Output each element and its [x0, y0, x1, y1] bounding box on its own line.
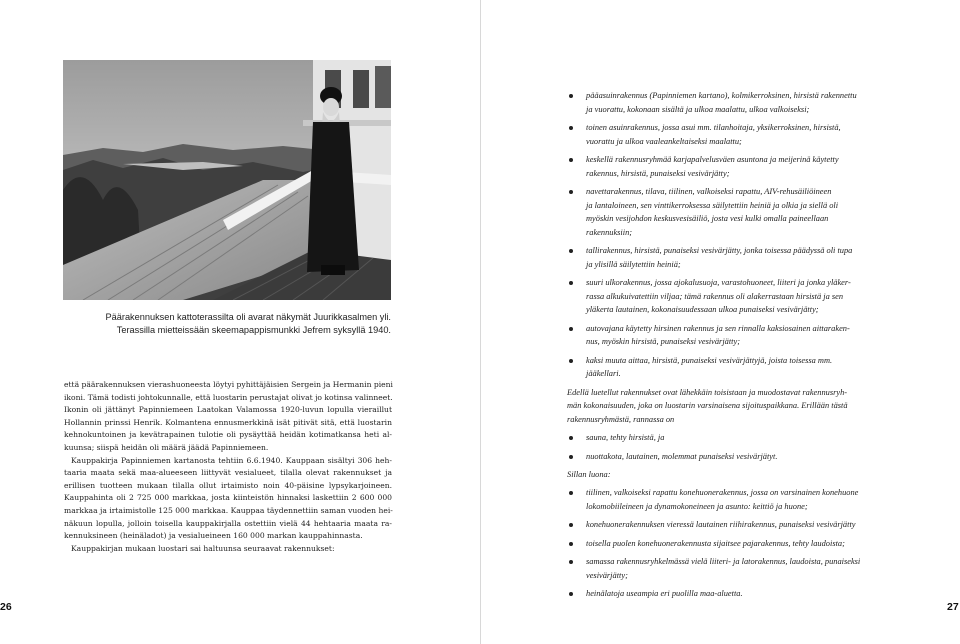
list-line: ja vuorattu, kokonaan sisältä ja ulkoa maalattu, ulkoa valkoiseksi; [586, 104, 810, 114]
list-item [567, 431, 893, 445]
photo-caption [60, 311, 391, 337]
text-line: Ikonin oli jättänyt Papinniemeen Laatokan Valamossa 1920-luvun lopulla vieraillut [64, 405, 392, 415]
list-line: nus, myöskin hirsistä, punaiseksi vesivärjätty; [586, 337, 740, 347]
text-line: Kauppakirja Papinniemen kartanosta tehtiin 6.6.1940. Kauppaan sisältyi 306 heh- [71, 455, 392, 465]
list-line: navettarakennus, tilava, tiilinen, valkoiseksi rapattu, AIV-rehusäiliöineen [586, 186, 832, 196]
list-item [567, 537, 893, 551]
text-line: Edellä luetellut rakennukset ovat lähekkäin toisistaan ja muodostavat rakennusryh- [567, 387, 848, 397]
text-line: kehnokuntoinen ja kevätrapainen tulotie oli pysäyttää heidän kotimatkansa heti al- [64, 430, 392, 440]
list-line: autovajana käytetty hirsinen rakennus ja sen rinnalla kaksiosainen aittaraken- [586, 323, 850, 333]
list-line: rakennuksiin; [586, 227, 633, 237]
list-item [567, 322, 893, 349]
right-body-text [567, 89, 893, 606]
shore-building-list [567, 431, 893, 463]
list-item [567, 587, 893, 601]
list-line: ja ylisillä säilytettiin heiniä; [586, 259, 681, 269]
text-line: Kauppahinta oli 2 725 000 markkaa, josta kiinteistön hinnaksi laskettiin 2 600 000 [64, 493, 392, 503]
text-line: män kokonaisuuden, joka on luostarin varsinaisena sijoituspaikkana. Erillään tästä [567, 401, 848, 411]
text-line: Hollannin prinssi Henrik. Kolmantena ennusmerkkinä isät pitivät sitä, että luostarin [64, 417, 392, 427]
paragraph [567, 386, 893, 427]
list-line: vesivärjätty; [586, 570, 628, 580]
monk-on-terrace-photo [63, 60, 391, 300]
list-line: rakennus, hirsistä, punaiseksi vesivärjätty; [586, 168, 730, 178]
text-line: Kauppakirjan mukaan luostari sai haltuunsa seuraavat rakennukset: [71, 543, 335, 553]
page-number-left: 26 [0, 601, 12, 613]
text-line: erillisen tuotteen mukaan tilalla ollut irtaimisto noin 40-päisine lypsykarjoineen. [64, 480, 392, 490]
list-line: keskellä rakennusryhmää karjapalvelusväen asuntona ja meijerinä käytetty [586, 154, 839, 164]
list-line: kaksi muuta aittaa, hirsistä, punaiseksi vesivärjättyjä, joista toisessa mm. [586, 355, 833, 365]
text-line: että päärakennuksen vierashuoneesta löytyi pyhittäjäisien Sergein ja Hermanin pieni [64, 380, 393, 389]
list-item [567, 555, 893, 582]
bridge-building-list [567, 486, 893, 600]
photo-illustration [63, 60, 391, 300]
list-line: nuottakota, lautainen, molemmat punaiseksi vesivärjätyt. [586, 451, 778, 461]
caption-line: Terassilla mietteissään skeemapappismunkki Jefrem syksyllä 1940. [116, 325, 391, 335]
list-line: jääkellari. [586, 369, 621, 379]
list-item [567, 185, 893, 239]
list-line: ja lantaloineen, sen vinttikerroksessa säilytettiin heiniä ja olkia ja siellä oli [586, 200, 839, 210]
page-number-right: 27 [947, 601, 959, 613]
building-list [567, 89, 893, 381]
text-line: kuunsa; siispä heidän oli määrä jäädä Papinniemeen. [64, 442, 269, 452]
list-item [567, 89, 893, 116]
list-line: myöskin vesijohdon keskusvesisäiliö, josta vesi kulki omalla paineellaan [586, 214, 829, 224]
list-line: yläkerta lautainen, kokonaisuudessaan ulkoa punaiseksi vesivärjätty; [586, 305, 819, 315]
list-line: tallirakennus, hirsistä, punaiseksi vesivärjätty, jonka toisessa päädyssä oli tupa [586, 246, 853, 256]
list-line: lokomobiileineen ja dynamokoneineen ja asunto: keittiö ja huone; [586, 502, 808, 511]
list-item [567, 486, 893, 513]
text-line: kennuksineen (heinäladot) ja vesialueineen 160 000 markan kauppahinnasta. [64, 531, 363, 541]
left-body-text [64, 379, 392, 555]
list-item [567, 153, 893, 180]
list-line: konehuonerakennuksen vieressä lautainen riihirakennus, punaiseksi vesivärjätty [586, 520, 856, 530]
text-line: Sillan luona: [567, 470, 611, 480]
text-line: ikoni. Tämä todisti johtokunnalle, että luostarin perustajat olivat jo kotinsa valinneet. [64, 392, 393, 402]
list-line: rassa alkukuivatettiin viljaa; tämä rakennus oli alakerrastaan hirsistä ja sen [586, 291, 844, 301]
list-line: toinen asuinrakennus, jossa asui mm. tilanhoitaja, yksikerroksinen, hirsistä, [586, 122, 841, 132]
text-line: markkaa ja irtaimistolle 125 000 markkaa. Kauppaa täydennettiin saman vuoden hei- [64, 505, 393, 515]
text-line: näkuun lopulla, jolloin toisella kauppakirjalla ostettiin vielä 44 hehtaaria maata ra- [64, 518, 392, 528]
text-line: rakennusryhmästä, rannassa on [567, 414, 675, 424]
list-item [567, 518, 893, 532]
list-line: heinälatoja useampia eri puolilla maa-aluetta. [586, 589, 743, 599]
list-line: suuri ulkorakennus, jossa ajokalusuoja, varastohuoneet, liiteri ja jonka yläker- [586, 278, 851, 288]
list-line: tiilinen, valkoiseksi rapattu konehuonerakennus, jossa on varsinainen konehuone [586, 488, 859, 498]
list-item [567, 244, 893, 271]
list-line: sauna, tehty hirsistä, ja [586, 433, 665, 443]
list-line: toisella puolen konehuonerakennusta sijaitsee pajarakennus, tehty laudoista; [586, 538, 845, 548]
list-item [567, 121, 893, 148]
caption-line: Päärakennuksen kattoterassilta oli avarat näkymät Juurikkasalmen yli. [105, 312, 391, 322]
list-item [567, 354, 893, 381]
list-item [567, 450, 893, 464]
list-item [567, 276, 893, 317]
text-line: taaria maata sekä maa-alueeseen liittyvät vesialueet, tilalla olevat rakennukset ja [64, 468, 392, 478]
list-line: vuorattu ja ulkoa vaaleankeltaiseksi maalattu; [586, 136, 742, 146]
list-line: samassa rakennusryhkelmässä vielä liiteri- ja latorakennus, laudoista, punaiseksi [586, 557, 861, 567]
paragraph [567, 468, 893, 482]
list-line: pääasuinrakennus (Papinniemen kartano), kolmikerroksinen, hirsistä rakennettu [586, 91, 857, 100]
